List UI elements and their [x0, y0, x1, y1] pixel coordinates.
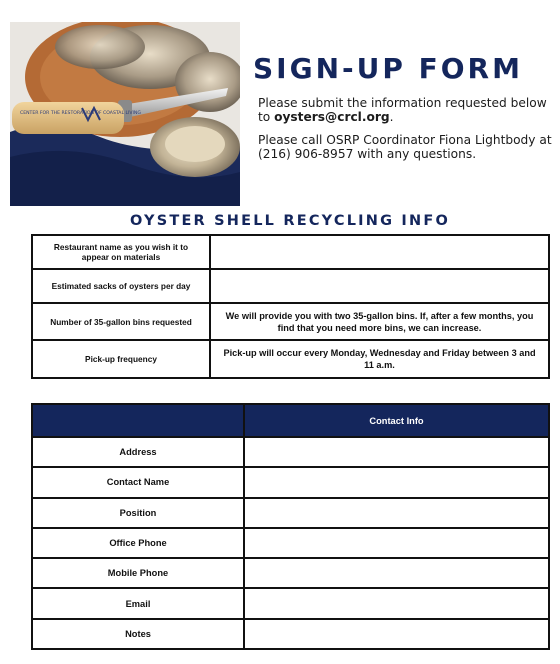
contact-name-field[interactable] — [244, 467, 549, 497]
table-row — [32, 498, 549, 528]
email-field[interactable] — [244, 588, 549, 618]
row-label: Pick-up frequency — [32, 340, 210, 378]
row-label: Mobile Phone — [32, 558, 244, 588]
intro-text — [258, 96, 554, 161]
row-label: Position — [32, 498, 244, 528]
pickup-frequency-value: Pick-up will occur every Monday, Wednesday and Friday between 3 and 11 a.m. — [210, 340, 549, 378]
mobile-phone-field[interactable] — [244, 558, 549, 588]
coordinator-contact: Please call OSRP Coordinator Fiona Lightbody at (216) 906-8957 with any questions. — [258, 133, 552, 161]
row-label: Address — [32, 437, 244, 467]
oyster-knife-photo — [10, 22, 240, 206]
row-label: Contact Name — [32, 467, 244, 497]
table-row — [32, 588, 549, 618]
table-row — [32, 269, 549, 303]
office-phone-field[interactable] — [244, 528, 549, 558]
table-row — [32, 558, 549, 588]
info-table — [31, 234, 550, 379]
contact-header-row — [32, 404, 549, 437]
email-link[interactable]: oysters@crcl.org — [274, 110, 390, 124]
row-label: Number of 35-gallon bins requested — [32, 303, 210, 340]
table-row — [32, 437, 549, 467]
table-row — [32, 235, 549, 269]
page-title: SIGN-UP FORM — [253, 52, 523, 85]
table-row — [32, 340, 549, 378]
row-label: Office Phone — [32, 528, 244, 558]
oyster-knife-icon — [10, 22, 240, 206]
position-field[interactable] — [244, 498, 549, 528]
contact-header-title: Contact Info — [244, 404, 549, 437]
contact-header-left — [32, 404, 244, 437]
notes-field[interactable] — [244, 619, 549, 649]
bins-requested-value: We will provide you with two 35-gallon bins. If, after a few months, you find that you need more bins, we can increase. — [210, 303, 549, 340]
sacks-per-day-field[interactable] — [210, 269, 549, 303]
table-row — [32, 303, 549, 340]
row-label: Notes — [32, 619, 244, 649]
knife-handle-text: CENTER FOR THE RESTORATION OF COASTAL LIVING — [20, 111, 141, 116]
address-field[interactable] — [244, 437, 549, 467]
restaurant-name-field[interactable] — [210, 235, 549, 269]
info-section-title: OYSTER SHELL RECYCLING INFO — [130, 213, 450, 229]
row-label: Estimated sacks of oysters per day — [32, 269, 210, 303]
submit-instructions: Please submit the information requested below to oysters@crcl.org. — [258, 96, 547, 124]
row-label: Restaurant name as you wish it to appear on materials — [32, 235, 210, 269]
table-row — [32, 528, 549, 558]
row-label: Email — [32, 588, 244, 618]
contact-table — [31, 403, 550, 650]
table-row — [32, 467, 549, 497]
table-row — [32, 619, 549, 649]
